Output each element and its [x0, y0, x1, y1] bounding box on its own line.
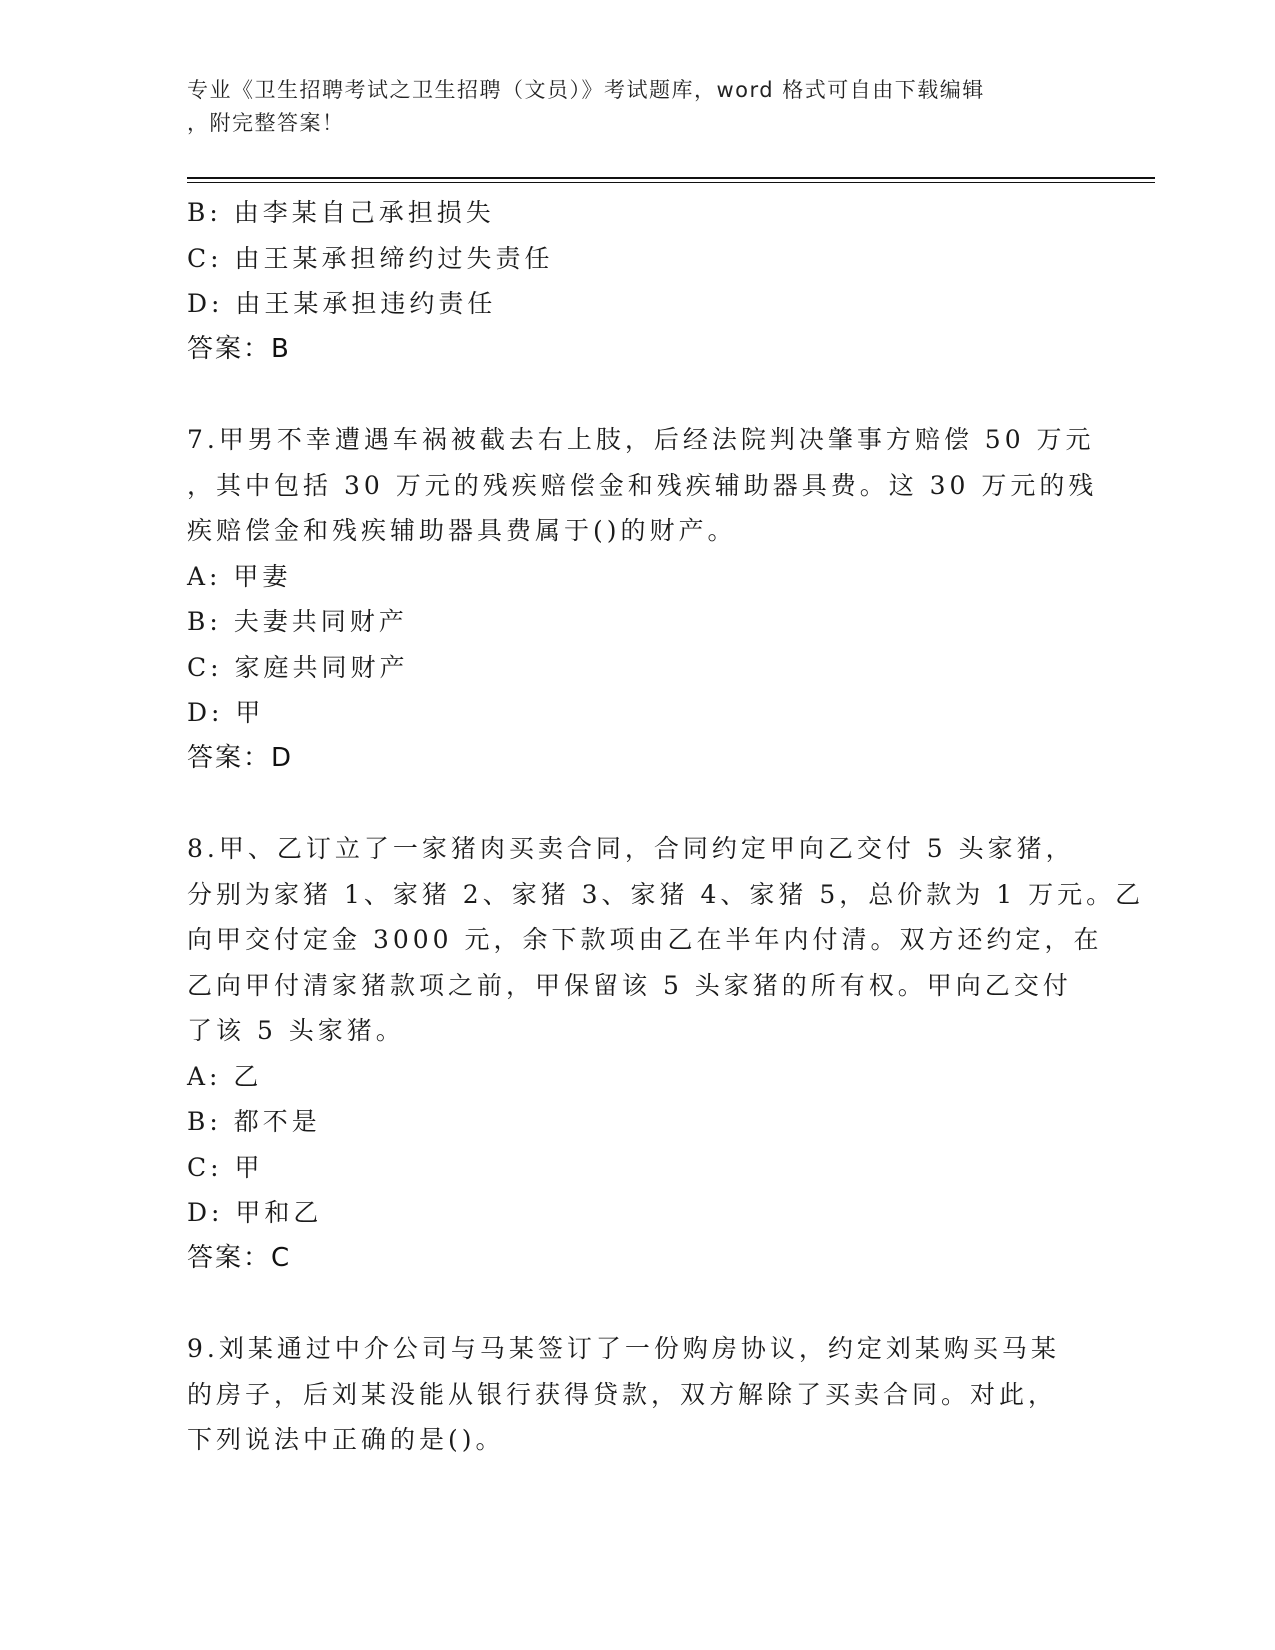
option-d: D: 甲和乙: [187, 1198, 323, 1227]
question-text-line: 8.甲、乙订立了一家猪肉买卖合同，合同约定甲向乙交付 5 头家猪，: [187, 834, 1075, 863]
question-text-line: 疾赔偿金和残疾辅助器具费属于()的财产。: [187, 516, 737, 545]
header-rule-bottom: [187, 182, 1155, 183]
spacer: [187, 781, 1087, 826]
question-text-line: 下列说法中正确的是()。: [187, 1425, 505, 1454]
spacer: [187, 372, 1087, 417]
question-text-line: 分别为家猪 1、家猪 2、家猪 3、家猪 4、家猪 5，总价款为 1 万元。乙: [187, 879, 1145, 909]
question-text-line: 了该 5 头家猪。: [187, 1016, 405, 1045]
option-a: A: 甲妻: [187, 561, 292, 591]
option-b: B: 夫妻共同财产: [187, 607, 408, 636]
option-c: C: 由王某承担缔约过失责任: [187, 243, 554, 273]
option-b: B: 都不是: [187, 1107, 321, 1136]
option-c: C: 家庭共同财产: [187, 652, 409, 682]
option-c: C: 甲: [187, 1152, 264, 1182]
question-text-line: 的房子，后刘某没能从银行获得贷款，双方解除了买卖合同。对此，: [187, 1379, 1058, 1409]
header-line-2: ，附完整答案！: [187, 111, 345, 135]
option-d: D: 甲: [187, 698, 265, 727]
question-text-line: 乙向甲付清家猪款项之前，甲保留该 5 头家猪的所有权。甲向乙交付: [187, 970, 1072, 1000]
question-7: [187, 417, 1098, 781]
spacer: [187, 1281, 1087, 1326]
question-text-line: 9.刘某通过中介公司与马某签订了一份购房协议，约定刘某购买马某: [187, 1334, 1060, 1363]
header-line-1: 专业《卫生招聘考试之卫生招聘（文员）》考试题库，word 格式可自由下载编辑: [187, 78, 985, 102]
option-d: D: 由王某承担违约责任: [187, 289, 497, 318]
answer: 答案：B: [187, 333, 291, 364]
header-rule-top: [187, 177, 1155, 179]
option-b: B: 由李某自己承担损失: [187, 198, 495, 227]
answer: 答案：D: [187, 742, 294, 773]
exam-content: [187, 190, 1145, 1463]
question-text-line: 7.甲男不幸遭遇车祸被截去右上肢，后经法院判决肇事方赔偿 50 万元: [187, 425, 1095, 454]
question-9: [187, 1326, 1087, 1463]
question-text-line: 向甲交付定金 3000 元，余下款项由乙在半年内付清。双方还约定，在: [187, 925, 1103, 954]
question-6-continued: [187, 190, 1087, 372]
answer: 答案：C: [187, 1242, 292, 1273]
question-8: [187, 826, 1145, 1281]
page-header: [187, 74, 1077, 140]
question-text-line: ，其中包括 30 万元的残疾赔偿金和残疾辅助器具费。这 30 万元的残: [187, 470, 1098, 500]
option-a: A: 乙: [187, 1061, 263, 1091]
